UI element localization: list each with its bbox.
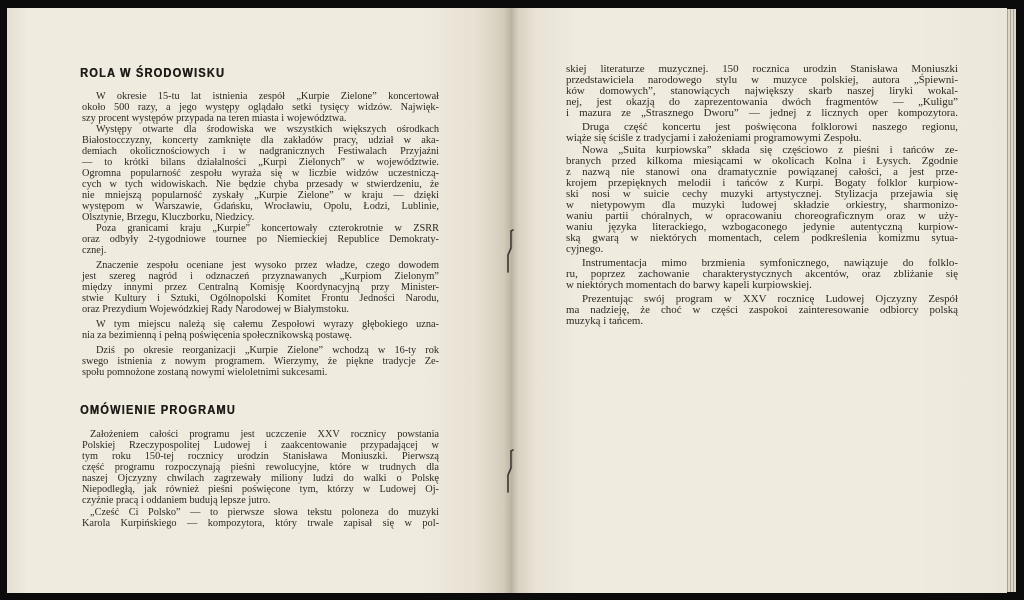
text-line: branych przed kilkoma miesiącami w okolicach Kolna i Łysych. Zgodnie <box>566 155 958 167</box>
text-column <box>566 64 958 327</box>
paragraph <box>566 145 958 255</box>
paragraph <box>82 260 439 315</box>
section-heading: OMÓWIENIE PROGRAMU <box>80 402 236 417</box>
text-line: muzyką i tańcem. <box>566 315 644 327</box>
text-line: z nazwą nie stanowi ona dramatycznie powiązanej całości, a jest prze- <box>566 166 958 178</box>
text-line: w nietypowym dla muzyki ludowej składzie orkiestry, sharmonizo- <box>566 199 958 211</box>
text-line: waniu języka literackiego, wzbogaconego jedynie autentyczną kurpiow- <box>566 221 958 233</box>
text-line: Założeniem całości programu jest uczczenie XXV rocznicy powstania <box>90 429 439 440</box>
paragraph <box>566 122 958 144</box>
text-line: występom w Warszawie, Gdańsku, Wrocławiu, Opolu, Łodzi, Lublinie, <box>82 201 439 212</box>
paragraph <box>566 64 958 119</box>
left-page <box>7 8 511 593</box>
text-line: Poza granicami kraju „Kurpie” koncertowały czterokrotnie w ZSRR <box>96 223 439 234</box>
text-line: krojem przepięknych melodii i tańców z Kurpi. Bogaty folklor kurpiow- <box>566 177 958 189</box>
paragraph <box>82 91 439 124</box>
section-heading: ROLA W ŚRODOWISKU <box>80 65 226 80</box>
text-line: W okresie 15-tu lat istnienia zespół „Kurpie Zielone” koncertował <box>96 91 439 102</box>
staple <box>504 448 516 494</box>
paragraph <box>82 319 439 341</box>
text-line: oraz Prezydium Wojewódzkiej Rady Narodowej w Białymstoku. <box>82 304 349 315</box>
text-line: wiąże się ściśle z tradycjami i założeniami programowymi Zespołu. <box>566 132 862 144</box>
text-line: ru, poprzez zachowanie charakterystycznych akcentów, oraz zbliżanie się <box>566 268 958 280</box>
text-line: Karola Kurpińskiego — kompozytora, który trwale zapisał się w pol- <box>82 518 439 529</box>
text-line: cych w tych widowiskach. Nie będzie chyba przesady w stwierdzeniu, że <box>82 179 439 190</box>
page-edge <box>1007 9 1016 592</box>
text-line: demiach okolicznościowych i w nadgranicznych Festiwalach Przyjaźni <box>82 146 439 157</box>
right-page <box>511 8 1007 593</box>
text-line: skiej literaturze muzycznej. 150 rocznica urodzin Stanisława Moniuszki <box>566 63 958 75</box>
text-line: cznej. <box>82 245 107 256</box>
text-line: „Cześć Ci Polsko” — to pierwsze słowa tekstu poloneza do muzyki <box>90 507 439 518</box>
text-column <box>82 429 439 529</box>
staple <box>504 228 516 274</box>
text-line: jest szereg nagród i odznaczeń przyznawanych „Kurpiom Zielonym” <box>82 271 439 282</box>
text-line: Białostocczyzny, koncerty zamknięte dla zakładów pracy, udział w aka- <box>82 135 439 146</box>
text-line: część programu rozpoczynają pieśni rewolucyjne, które w trudnych dla <box>82 462 439 473</box>
text-line: przedstawiciela narodowego stylu w muzyce polskiej, autora „Śpiewni- <box>566 74 958 86</box>
text-line: czyźnie pracą i oddaniem budują lepsze jutro. <box>82 495 271 506</box>
text-line: Znaczenie zespołu oceniane jest wysoko przez władze, czego dowodem <box>96 260 439 271</box>
text-line: nej, jest okazją do zaprezentowania dwóch fragmentów — „Kuligu” <box>566 96 958 108</box>
text-line: — to krótki bilans działalności „Kurpi Zielonych” w województwie. <box>82 157 439 168</box>
text-line: tym roku 150-tej rocznicy urodzin Stanisława Moniuszki. Pierwszą <box>82 451 439 462</box>
text-line: ską gwarą w niektórych momentach, celem podkreślenia komizmu sytua- <box>566 232 958 244</box>
text-line: Niepodległą, jak również pieśni poświęcone tym, którzy w Ludowej Oj- <box>82 484 439 495</box>
text-line: Instrumentacja mimo brzmienia symfonicznego, nawiązuje do folklo- <box>582 257 958 269</box>
text-line: ski nosi w suicie cechy muzyki artystycznej. Stylizacja przejawia się <box>566 188 958 200</box>
text-line: cyjnego. <box>566 243 604 255</box>
text-line: swego istnienia z nowym programem. Wierzymy, że piękne tradycje Ze- <box>82 356 439 367</box>
text-line: i mazura ze „Strasznego Dworu” — jednej z licznych oper kompozytora. <box>566 107 958 119</box>
text-line: szy procent występów przypada na teren miasta i województwa. <box>82 113 347 124</box>
text-line: stwie Kultury i Sztuki, Ogólnopolski Komitet Frontu Jedności Narodu, <box>82 293 439 304</box>
text-line: ma nadzieję, że choć w części zaspokoi zainteresowanie odbiorcy polską <box>566 304 958 316</box>
text-line: Występy otwarte dla środowiska we wszystkich większych ośrodkach <box>96 124 439 135</box>
text-line: Olsztynie, Brzegu, Kluczborku, Niedzicy. <box>82 212 255 223</box>
text-line: W tym miejscu należą się całemu Zespołowi wyrazy głębokiego uzna- <box>96 319 439 330</box>
paragraph <box>82 429 439 506</box>
text-line: Druga część koncertu jest poświęcona folklorowi naszego regionu, <box>582 121 958 133</box>
text-line: nia za bezimienną i pełną poświęcenia społecznikowską postawę. <box>82 330 352 341</box>
text-line: nie mniejszą popularność zyskały „Kurpie Zielone” w kraju — dzięki <box>82 190 439 201</box>
paragraph <box>82 124 439 223</box>
text-line: Nowa „Suita kurpiowska” składa się częściowo z pieśni i tańców ze- <box>582 144 958 156</box>
text-line: Dziś po okresie reorganizacji „Kurpie Zielone” wchodzą w 16-ty rok <box>96 345 439 356</box>
text-line: w niektórych momentach do barwy kapeli kurpiowskiej. <box>566 279 812 291</box>
text-line: społu pomnożone zostaną nowymi wieloletnimi sukcesami. <box>82 367 328 378</box>
text-line: oraz odbyły 2-tygodniowe tournee po Niemieckiej Republice Demokraty- <box>82 234 439 245</box>
text-line: około 500 razy, a jego występy oglądało setki tysięcy widzów. Najwięk- <box>82 102 439 113</box>
text-line: Prezentując swój program w XXV rocznicę Ludowej Ojczyzny Zespół <box>582 293 958 305</box>
paragraph <box>566 258 958 291</box>
paragraph <box>82 507 439 529</box>
text-line: ków domowych”, stanowiących największy skarb naszej liryki wokal- <box>566 85 958 97</box>
text-line: waniu partii chóralnych, w opracowaniu choreograficznym oraz w uży- <box>566 210 958 222</box>
text-column <box>82 91 439 378</box>
paragraph <box>82 223 439 256</box>
text-line: naszej Ojczyzny chwilach zagrzewały miliony ludzi do walki o Polskę <box>82 473 439 484</box>
text-line: między innymi przez Centralną Komisję Koordynacyjną przy Minister- <box>82 282 439 293</box>
paragraph <box>566 294 958 327</box>
paragraph <box>82 345 439 378</box>
text-line: Ogromna popularność zespołu wyraża się w liczbie widzów uczestniczą- <box>82 168 439 179</box>
text-line: Polskiej Rzeczypospolitej Ludowej i zaakcentowanie przypadającej w <box>82 440 439 451</box>
